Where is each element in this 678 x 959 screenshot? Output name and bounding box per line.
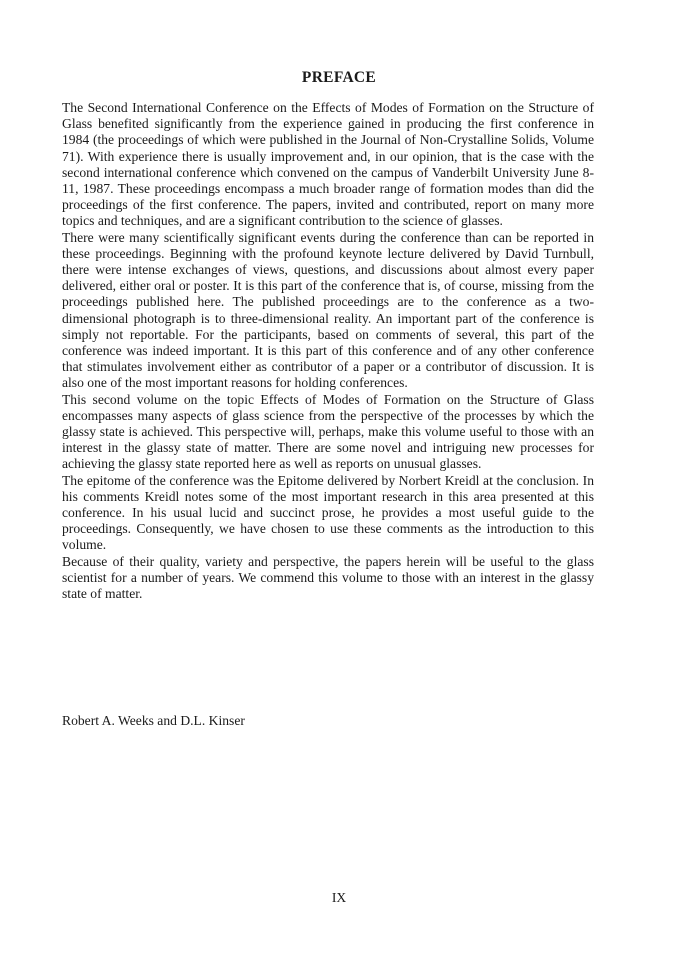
page-title: PREFACE <box>301 69 377 86</box>
paragraph-1: The Second International Conference on the Effects of Modes of Formation on the Structure of Glass benefited significantly from the experience gained in producing the first conference in 1984 (the proceedings of which were published in the Journal of Non-Crystalline Solids, Volume 71). With experience there is usually improvement and, in our opinion, that is the case with the second international conference which convened on the campus of Vanderbilt University June 8-11, 1987. These proceedings encompass a much broader range of formation modes than did the proceedings of the first conference. The papers, invited and contributed, report on many more topics and techniques, and are a significant contribution to the science of glasses. <box>62 100 594 229</box>
signature: Robert A. Weeks and D.L. Kinser <box>62 713 245 728</box>
page-number: IX <box>331 890 347 905</box>
paragraph-2: There were many scientifically significant events during the conference than can be reported in these proceedings. Beginning with the profound keynote lecture delivered by David Turnbull, there were intense exchanges of views, questions, and discussions about almost every paper delivered, either oral or poster. It is this part of the conference that is, of course, missing from the proceedings published here. The published proceedings are to the conference as a two-dimensional photograph is to three-dimensional reality. An important part of the conference is simply not reportable. For the participants, based on comments of several, this part of the conference was indeed important. It is this part of this conference and of any other conference that stimulates involvement either as contributor of a paper or a contributor of discussion. It is also one of the most important reasons for holding conferences. <box>62 229 594 391</box>
paragraph-4: The epitome of the conference was the Epitome delivered by Norbert Kreidl at the conclusion. In his comments Kreidl notes some of the most important research in this area presented at this conference. In his usual lucid and succinct prose, he provides a most useful guide to the proceedings. Consequently, we have chosen to use these comments as the introduction to this volume. <box>62 472 594 553</box>
paragraph-3: This second volume on the topic Effects of Modes of Formation on the Structure of Glass encompasses many aspects of glass science from the perspective of the processes by which the glassy state is achieved. This perspective will, perhaps, make this volume useful to those with an interest in the glassy state of matter. There are some novel and intriguing new processes for achieving the glassy state reported here as well as reports on unusual glasses. <box>62 391 594 472</box>
paragraph-5: Because of their quality, variety and perspective, the papers herein will be useful to the glass scientist for a number of years. We commend this volume to those with an interest in the glassy state of matter. <box>62 553 594 602</box>
preface-body <box>62 100 594 602</box>
